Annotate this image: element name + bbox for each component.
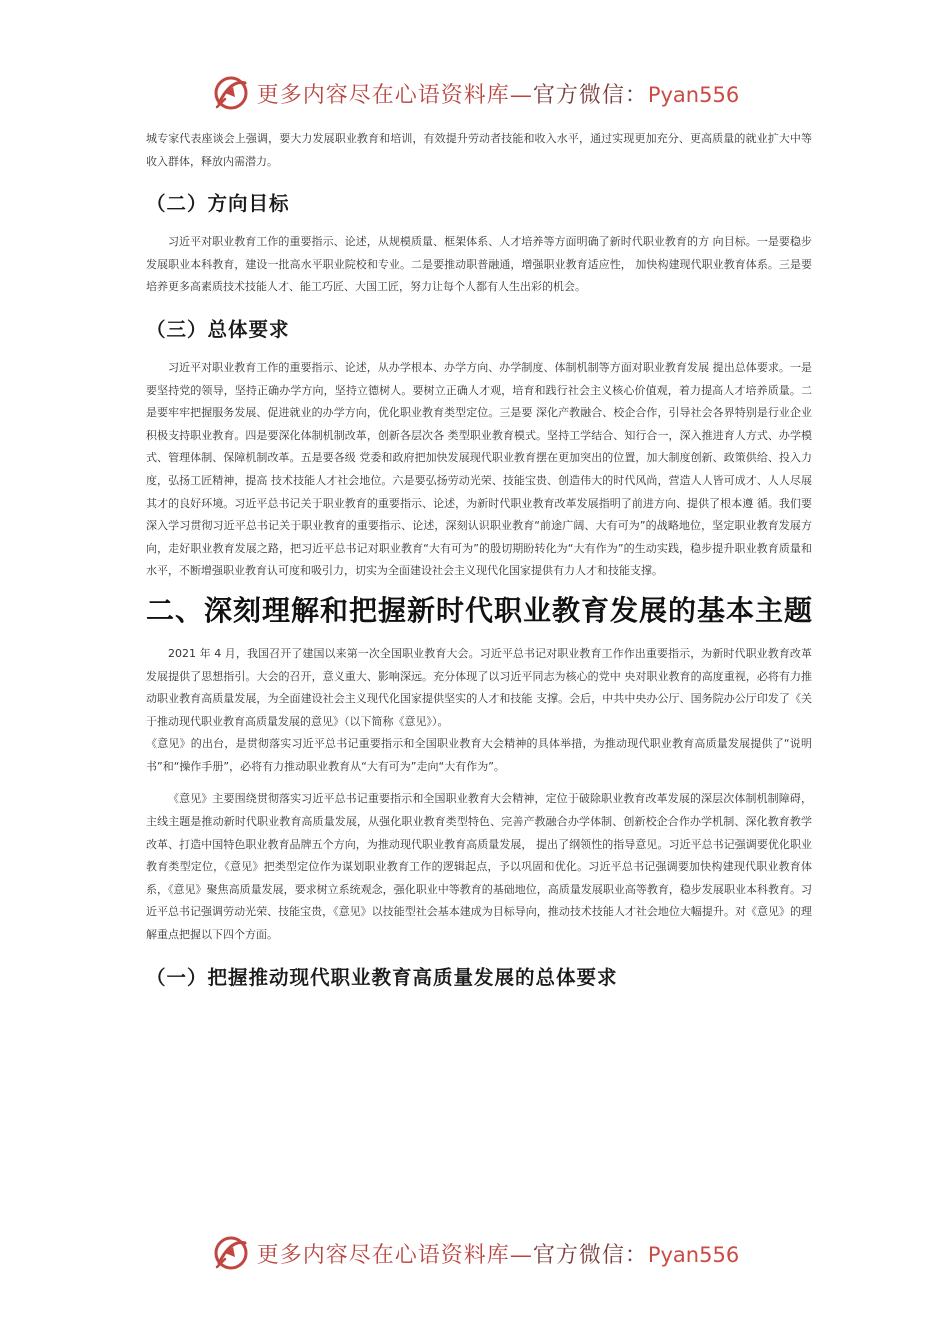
- banner-dash: —: [509, 82, 533, 108]
- logo-icon: [211, 73, 251, 113]
- banner-wechat-label: 官方微信：: [532, 1242, 648, 1268]
- banner-wechat-id: Pyan556: [647, 1242, 740, 1267]
- logo-icon: [211, 1233, 251, 1273]
- heading-sub1: （一）把握推动现代职业教育高质量发展的总体要求: [146, 965, 618, 989]
- paragraph-s2-3: 《意见》主要围绕贯彻落实习近平总书记重要指示和全国职业教育大会精神，定位于破除职业教育改革发展的深层次体制机制障碍，主线主题是推动新时代职业教育高质量发展，从强化职业教育类型特色、完善产教融合办学体制、创新校企合作办学机制、深化教育教学改革、打造中国特色职业教育品牌五个方向，为推动现代职业教育高质量发展， 提出了纲领性的指导意见。习近平总书记强调要优化职业教育类型定位，《意见》把类型定位作为谋划职业教育工作的逻辑起点，予以巩固和优化。习近平总书记强调要加快构建现代职业教育体系，《意见》聚焦高质量发展，要求树立系统观念，强化职业中等教育的基础地位，高质量发展职业高等教育，稳步发展职业本科教育。习近平总书记强调劳动光荣、技能宝贵，《意见》以技能型社会基本建成为目标导向，推动技术技能人才社会地位大幅提升。对《意见》的理解重点把握以下四个方面。: [146, 792, 812, 942]
- banner-main: 更多内容尽在心语资料库: [256, 82, 510, 108]
- document-body: [146, 128, 812, 1005]
- paragraph-s2-2: 《意见》的出台，是贯彻落实习近平总书记重要指示和全国职业教育大会精神的具体举措，为推动现代职业教育高质量发展提供了“说明书”和“操作手册”，必将有力推动职业教育从“大有可为”走向“大有作为”。: [146, 737, 812, 773]
- banner-wechat-label: 官方微信：: [532, 82, 648, 108]
- section-heading: 二、深刻理解和把握新时代职业教育发展的基本主题: [146, 593, 814, 627]
- banner-dash: —: [509, 1242, 533, 1268]
- paragraph-intro: 城专家代表座谈会上强调，要大力发展职业教育和培训，有效提升劳动者技能和收入水平，通过实现更加充分、更高质量的就业扩大中等收入群体，释放内需潜力。: [146, 132, 812, 168]
- heading-direction: （二）方向目标: [146, 192, 290, 216]
- paragraph-overall: 习近平对职业教育工作的重要指示、论述，从办学根本、办学方向、办学制度、体制机制等方面对职业教育发展 提出总体要求。一是要坚持党的领导，坚持正确办学方向，坚持立德树人。要树立正确人才观，培育和践行社会主义核心价值观，着力提高人才培养质量。二是要牢牢把握服务发展、促进就业的办学方向，优化职业教育类型定位。三是要 深化产教融合、校企合作，引导社会各界特别是行业企业积极支持职业教育。四是要深化体制机制改革，创新各层次各 类型职业教育模式。坚持工学结合、知行合一，深入推进育人方式、办学模式、管理体制、保障机制改革。五是要各级 党委和政府把加快发展现代职业教育摆在更加突出的位置，加大制度创新、政策供给、投入力度，弘扬工匠精神，提高 技术技能人才社会地位。六是要弘扬劳动光荣、技能宝贵、创造伟大的时代风尚，营造人人皆可成才、人人尽展其才的良好环境。习近平总书记关于职业教育的重要指示、论述，为新时代职业教育改革发展指明了前进方向、提供了根本遵 循。我们要深入学习贯彻习近平总书记关于职业教育的重要指示、论述，深刻认识职业教育“前途广阔、大有可为”的战略地位，坚定职业教育发展方向，走好职业教育发展之路，把习近平总书记对职业教育“大有可为”的殷切期盼转化为“大有作为”的生动实践，稳步提升职业教育质量和水平，不断增强职业教育认可度和吸引力，切实为全面建设社会主义现代化国家提供有力人才和技能支撑。: [146, 360, 812, 578]
- header-banner: [0, 70, 950, 116]
- paragraph-direction: 习近平对职业教育工作的重要指示、论述，从规模质量、框架体系、人才培养等方面明确了新时代职业教育的方 向目标。一是要稳步发展职业本科教育，建设一批高水平职业院校和专业。二是要推动职普融通，增强职业教育适应性， 加快构建现代职业教育体系。三是要培养更多高素质技术技能人才、能工巧匠、大国工匠，努力让每个人都有人生出彩的机会。: [146, 235, 812, 294]
- banner-text: [257, 78, 739, 109]
- paragraph-s2-1: 2021 年 4 月，我国召开了建国以来第一次全国职业教育大会。习近平总书记对职业教育工作作出重要指示，为新时代职业教育改革发展提供了思想指引。大会的召开，意义重大、影响深远。充分体现了以习近平同志为核心的党中 央对职业教育的高度重视，必将有力推动职业教育高质量发展，为全面建设社会主义现代化国家提供坚实的人才和技能 支撑。会后，中共中央办公厅、国务院办公厅印发了《关于推动现代职业教育高质量发展的意见》（以下简称《意见》）。: [146, 646, 812, 728]
- banner-main: 更多内容尽在心语资料库: [256, 1242, 510, 1268]
- heading-overall: （三）总体要求: [146, 317, 290, 341]
- banner-wechat-id: Pyan556: [647, 82, 740, 107]
- footer-banner: [0, 1230, 950, 1276]
- banner-text: [257, 1238, 739, 1269]
